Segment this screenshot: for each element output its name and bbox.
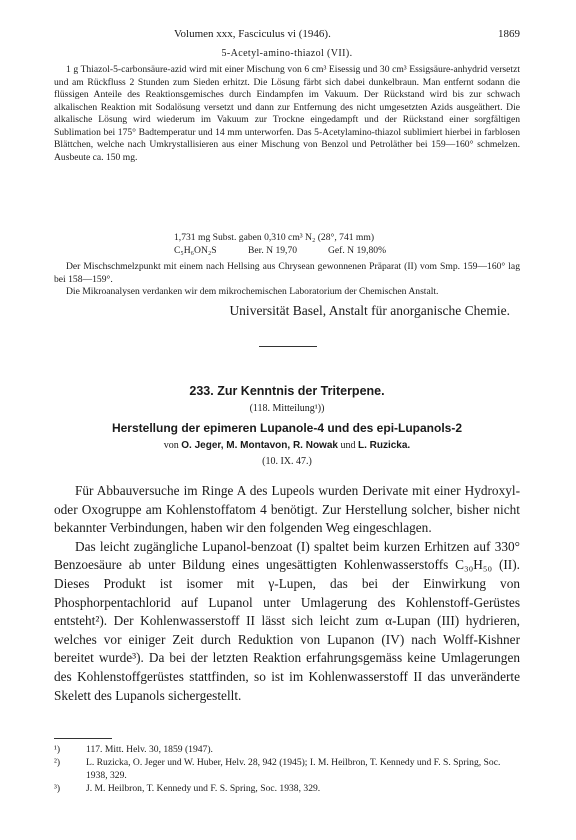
analysis-line: 1,731 mg Subst. gaben 0,310 cm³ N₂ (28°, 741 mm) [174,232,375,243]
preparation-paragraph [54,64,520,164]
section-divider [259,346,317,347]
compound-heading: 5-Acetyl-amino-thiazol (VII). [221,48,353,59]
microanalysis-text: Die Mikroanalysen verdanken wir dem mikrochemischen Laboratorium der Chemischen Anstalt. [66,286,439,297]
analysis-calculated: Ber. N 19,70 [248,245,298,256]
footnote: ²) L. Ruzicka, O. Jeger und W. Huber, Helv. 28, 942 (1945); I. M. Heilbron, T. Kennedy und F. S. Spring, Soc. 1938, 329. [54,757,501,781]
footnote-rule [54,738,112,739]
mixed-melting-point-text: Der Mischschmelzpunkt mit einem nach Hellsing aus Chrysean gewonnenen Präparat (II) vom Smp. 159—160° lag bei 158—159°. [54,261,520,285]
body-paragraph-1: Für Abbauversuche im Ringe A des Lupeols wurden Derivate mit einer Hydroxyl- oder Oxogruppe am Kohlenstoffatom 4 benötigt. Zur Herstellung solcher, bisher nicht bekannter Verbindungen, haben wir den folgenden Weg eingeschlagen. [54,483,520,536]
footnote: ¹) 117. Mitt. Helv. 30, 1859 (1947). [54,744,213,755]
running-header [54,28,520,42]
affiliation: Universität Basel, Anstalt für anorganische Chemie. [229,303,510,318]
communication-number: (118. Mitteilung¹)) [249,403,325,414]
article-subtitle: Herstellung der epimeren Lupanole-4 und des epi-Lupanols-2 [111,421,463,435]
microanalysis-paragraph [54,286,520,299]
analysis-found: Gef. N 19,80% [328,245,387,256]
page-number: 1869 [498,28,520,40]
running-title: Volumen xxx, Fasciculus vi (1946). [174,28,331,40]
und-word: und [340,440,356,451]
preparation-text: 1 g Thiazol-5-carbonsäure-azid wird mit einer Mischung von 6 cm³ Eisessig und 30 cm³ Essigsäure-anhydrid versetzt und am Rückfluss 2 Stunden zum Sieden erhitzt. Die Lösung färbt sich dabei dunkelbraun. Man entfernt sodann die flüssigen Anteile des Reaktionsgemisches durch Eindampfen im Vakuum. Der Rückstand wird bis zur schwach alkalischen Reaktion mit Sodalösung versetzt und dann zur Entfernung des nicht umgesetzten Azids ausgeäthert. Die alkalische Lösung wird wiederum im Vakuum zur Trockne eingedampft und der Rückstand einer sorgfältigen Sublimation bei 175° Badtemperatur und 14 mm unterworfen. Das 5-Acetylamino-thiazol sublimiert hierbei in farblosen Blättchen, welche nach Umkrystallisieren aus einer Mischung von Benzol und Petroläther bei 159—160° schmelzen. Ausbeute ca. 150 mg. [54,64,520,163]
von-word: von [163,440,179,451]
body-paragraph-2: Das leicht zugängliche Lupanol-benzoat (I) spaltet beim kurzen Erhitzen auf 330° Benzoesäure ab unter Bildung eines ungesättigten Kohlenwasserstoffs C₃₀H₅₀ (II). Dieses Produkt ist isomer mit γ-Lupen, das bei der Einwirkung von Phosphorpentachlorid auf Lupanol unter Umlagerung des Kohlenstoff-Gerüstes entsteht²). Der Kohlenwasserstoff II lässt sich leicht zum α-Lupan (III) hydrieren, welches vor einiger Zeit durch Reduktion von Lupanon (IV) nach Wolff-Kishner bereitet wurde³). Da bei der letzten Reaktion erfahrungsgemäss keine Umlagerungen des Kohlenstoffgerüstes stattfinden, so ist im Kohlenwasserstoff II das unveränderte Skelett des Lupanols sichergestellt. [54,538,520,703]
article-body [54,482,520,705]
last-author: L. Ruzicka. [357,440,411,451]
analysis-formula: C₅H₆ON₂S [174,245,217,256]
footnotes [54,743,520,795]
received-date: (10. IX. 47.) [262,456,312,467]
article-title: 233. Zur Kenntnis der Triterpene. [189,384,385,398]
mixed-melting-point-paragraph [54,261,520,286]
author-line [54,440,520,451]
footnote: ³) J. M. Heilbron, T. Kennedy und F. S. Spring, Soc. 1938, 329. [54,783,321,794]
authors: O. Jeger, M. Montavon, R. Nowak [181,440,338,451]
